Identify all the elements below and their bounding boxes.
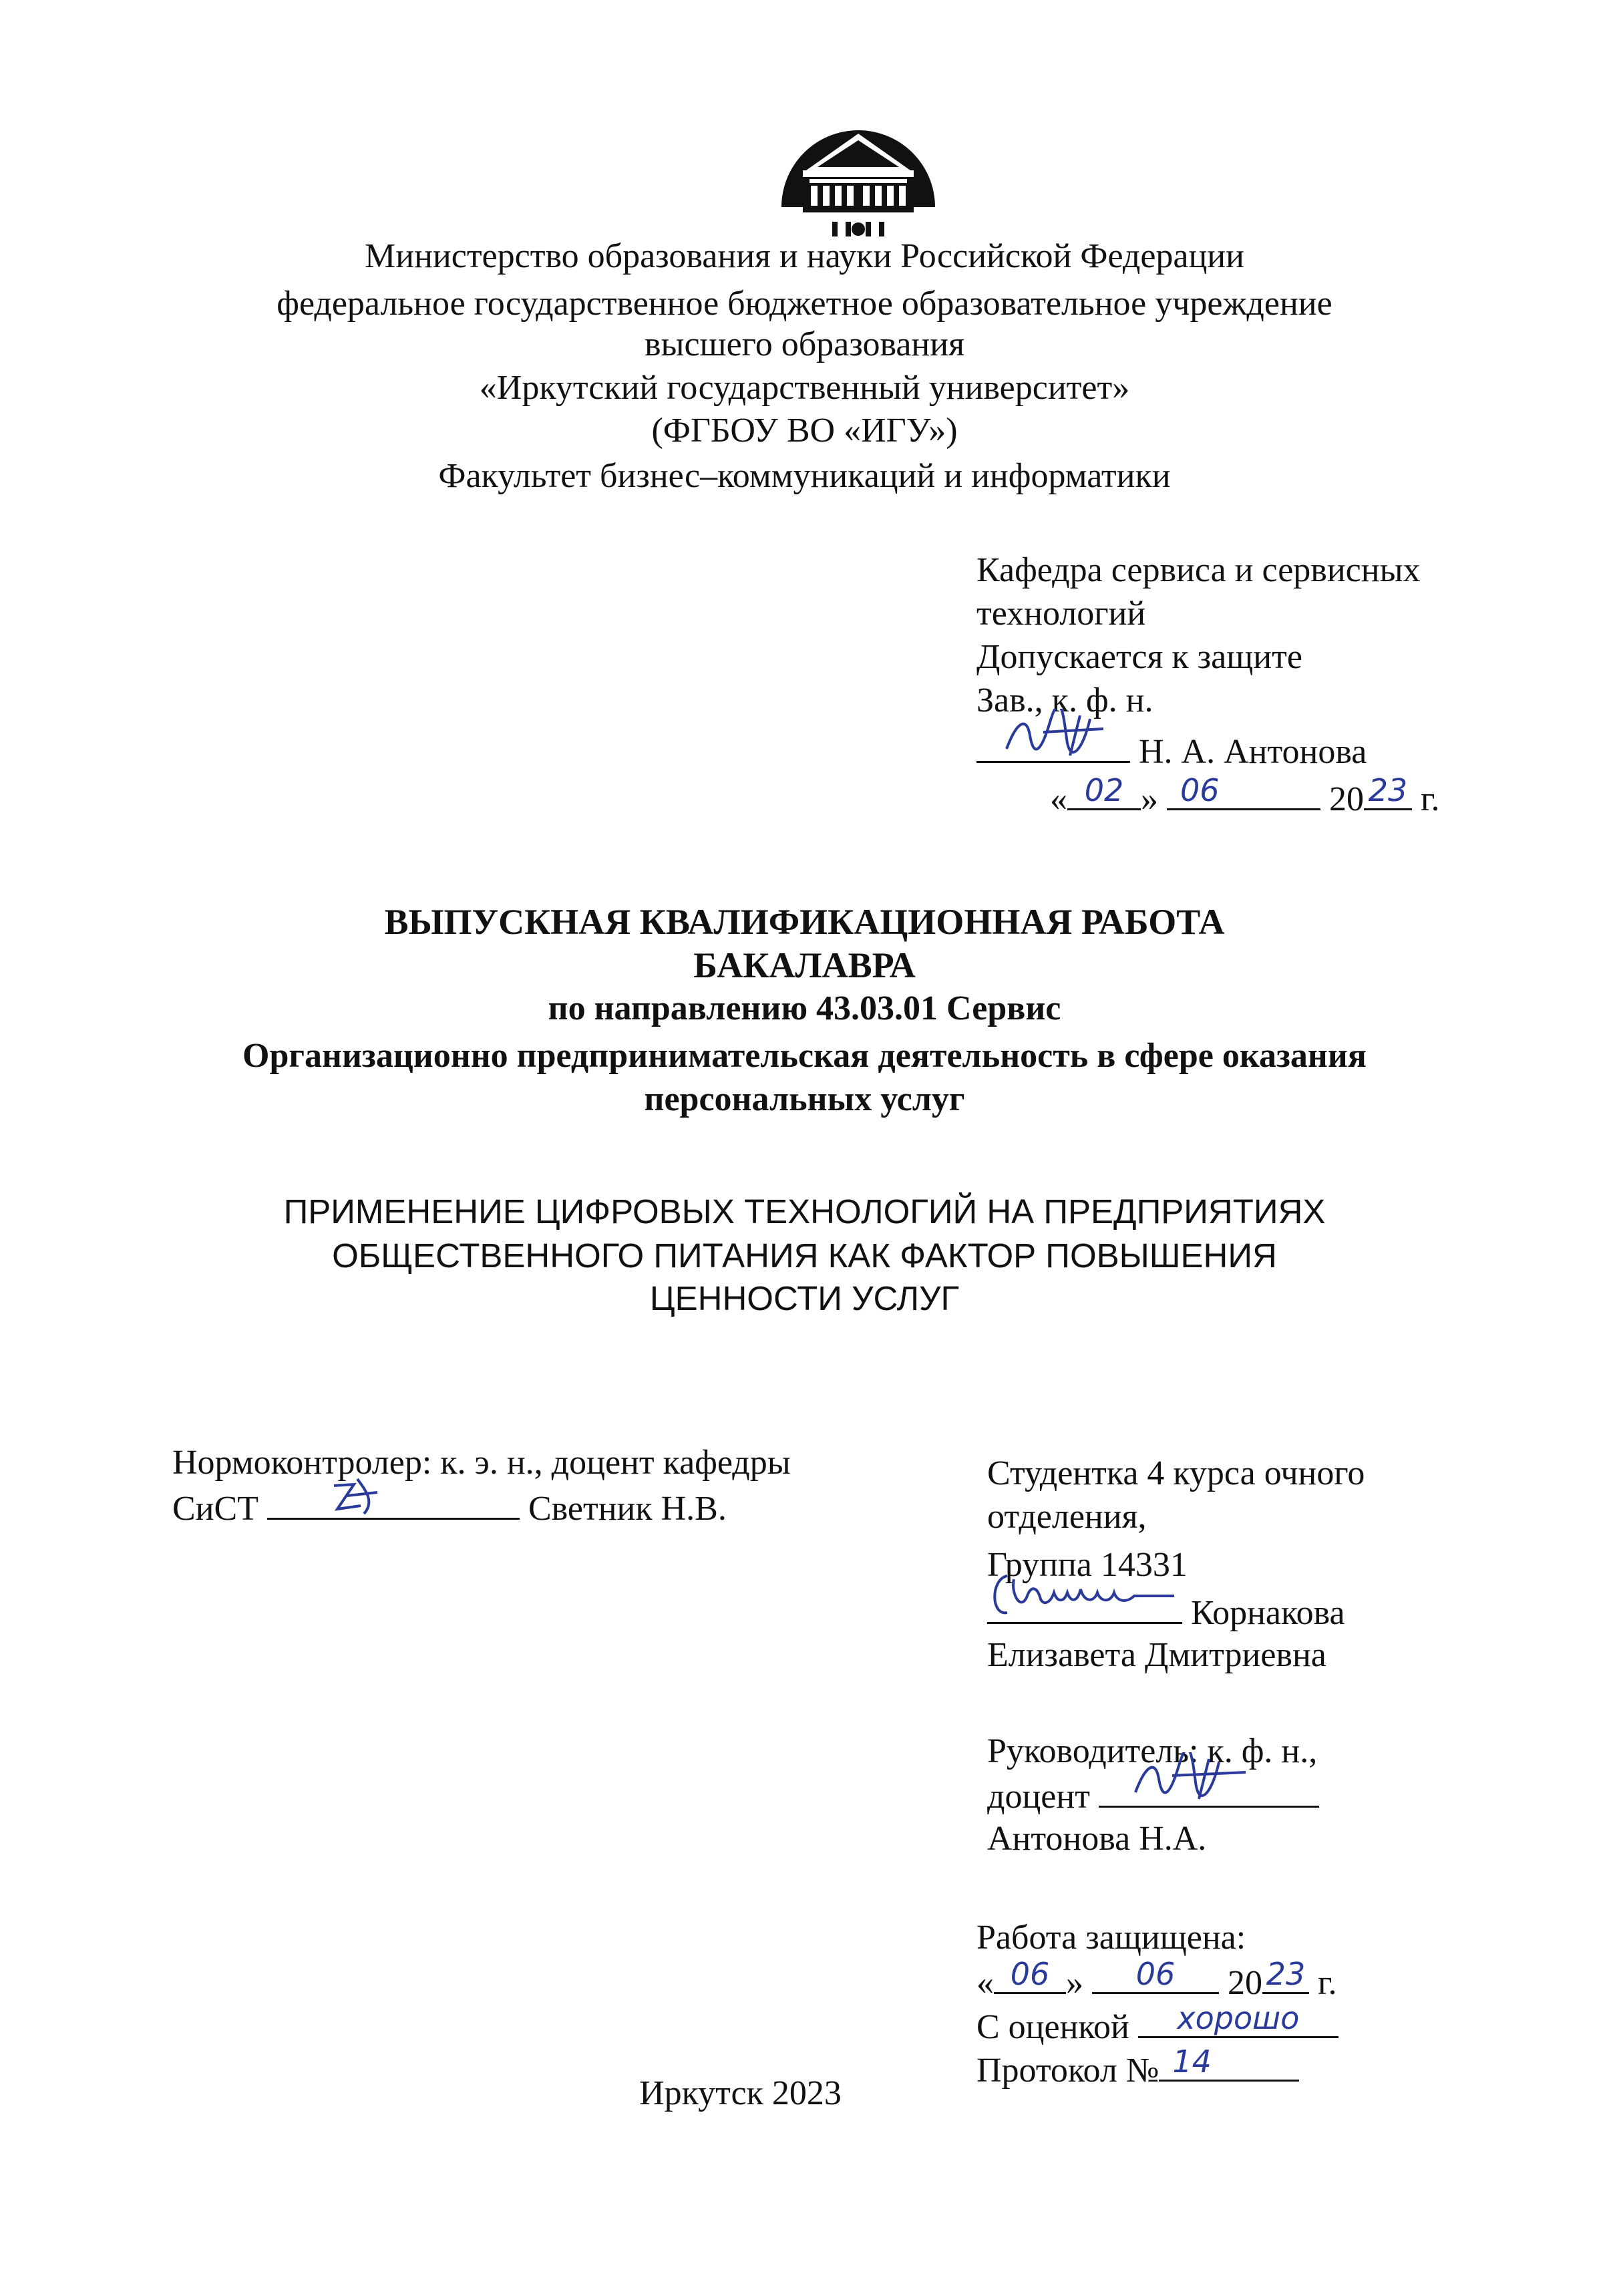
institution-type-line: федеральное государственное бюджетное образовательное учреждение: [277, 285, 1332, 323]
approval-date-line: « 02 » 06 20 23 г.: [1050, 772, 1440, 818]
student-group: Группа 14331: [987, 1546, 1188, 1584]
normcontrol-title: Нормоконтролер: к. э. н., доцент кафедры: [172, 1444, 791, 1482]
defense-date-line: « 06 » 06 20 23 г.: [976, 1956, 1337, 2002]
supervisor-signature-line: [987, 1774, 1319, 1818]
protocol-value: 14: [1172, 2043, 1212, 2080]
head-signature: [1003, 709, 1110, 762]
thesis-title-line-1: ПРИМЕНЕНИЕ ЦИФРОВЫХ ТЕХНОЛОГИЙ НА ПРЕДПРИЯТИЯХ: [283, 1192, 1326, 1231]
city-year: Иркутск 2023: [639, 2074, 842, 2112]
supervisor-signature: [1132, 1752, 1252, 1806]
university-logo-icon: [776, 107, 940, 240]
thesis-type-line-2: БАКАЛАВРА: [693, 945, 916, 985]
head-name: Н. А. Антонова: [1139, 733, 1367, 771]
thesis-direction: по направлению 43.03.01 Сервис: [548, 989, 1061, 1027]
student-signature-line: [987, 1590, 1345, 1635]
supervisor-name: Антонова Н.А.: [987, 1820, 1207, 1858]
normcontrol-dept: СиСТ: [172, 1490, 258, 1528]
head-signature-blank: [976, 729, 1130, 763]
ministry-line: Министерство образования и науки Российской Федерации: [365, 237, 1244, 275]
student-name: Елизавета Дмитриевна: [987, 1636, 1326, 1674]
normcontrol-signature-line: [172, 1486, 727, 1530]
normcontrol-signature: [327, 1472, 387, 1519]
head-signature-line: [976, 729, 1367, 774]
head-title: Зав., к. ф. н.: [976, 681, 1153, 719]
student-signature: [987, 1566, 1181, 1626]
department-line-1: Кафедра сервиса и сервисных: [976, 551, 1421, 589]
normcontrol-name: Светник Н.В.: [528, 1490, 727, 1528]
thesis-title-line-2: ОБЩЕСТВЕННОГО ПИТАНИЯ КАК ФАКТОР ПОВЫШЕНИЯ: [332, 1237, 1277, 1275]
defense-date-month: 06: [1135, 1956, 1176, 1992]
grade-label: С оценкой: [976, 2008, 1129, 2046]
education-level-line: высшего образования: [644, 325, 965, 363]
faculty-line: Факультет бизнес–коммуникаций и информатики: [438, 457, 1171, 495]
department-line-2: технологий: [976, 595, 1146, 633]
thesis-title-line-3: ЦЕННОСТИ УСЛУГ: [649, 1279, 960, 1317]
approval-date-year: 23: [1368, 772, 1408, 808]
thesis-profile-line-2: персональных услуг: [644, 1080, 965, 1118]
defense-grade-line: [976, 2000, 1338, 2049]
student-line-2: отделения,: [987, 1498, 1147, 1536]
thesis-profile-line-1: Организационно предпринимательская деятельность в сфере оказания: [242, 1037, 1367, 1075]
protocol-label: Протокол №: [976, 2052, 1159, 2090]
supervisor-title: Руководитель: к. ф. н.,: [987, 1732, 1318, 1770]
defense-title: Работа защищена:: [976, 1919, 1246, 1957]
student-line-1: Студентка 4 курса очного: [987, 1454, 1365, 1492]
defense-date-year: 23: [1266, 1956, 1306, 1992]
supervisor-signature-blank: [1099, 1774, 1319, 1808]
student-signature-blank: [987, 1590, 1182, 1624]
thesis-type-line-1: ВЫПУСКНАЯ КВАЛИФИКАЦИОННАЯ РАБОТА: [384, 902, 1225, 942]
student-surname: Корнакова: [1191, 1594, 1345, 1632]
defense-date-day: 06: [1010, 1956, 1050, 1992]
admitted-label: Допускается к защите: [976, 638, 1302, 676]
approval-date-month: 06: [1180, 772, 1220, 808]
approval-date-day: 02: [1084, 772, 1124, 808]
normcontrol-signature-blank: [267, 1486, 520, 1520]
university-abbreviation: (ФГБОУ ВО «ИГУ»): [651, 412, 958, 450]
supervisor-position: доцент: [987, 1778, 1090, 1816]
university-name-line: «Иркутский государственный университет»: [479, 369, 1130, 407]
grade-value: хорошо: [1177, 2000, 1300, 2036]
